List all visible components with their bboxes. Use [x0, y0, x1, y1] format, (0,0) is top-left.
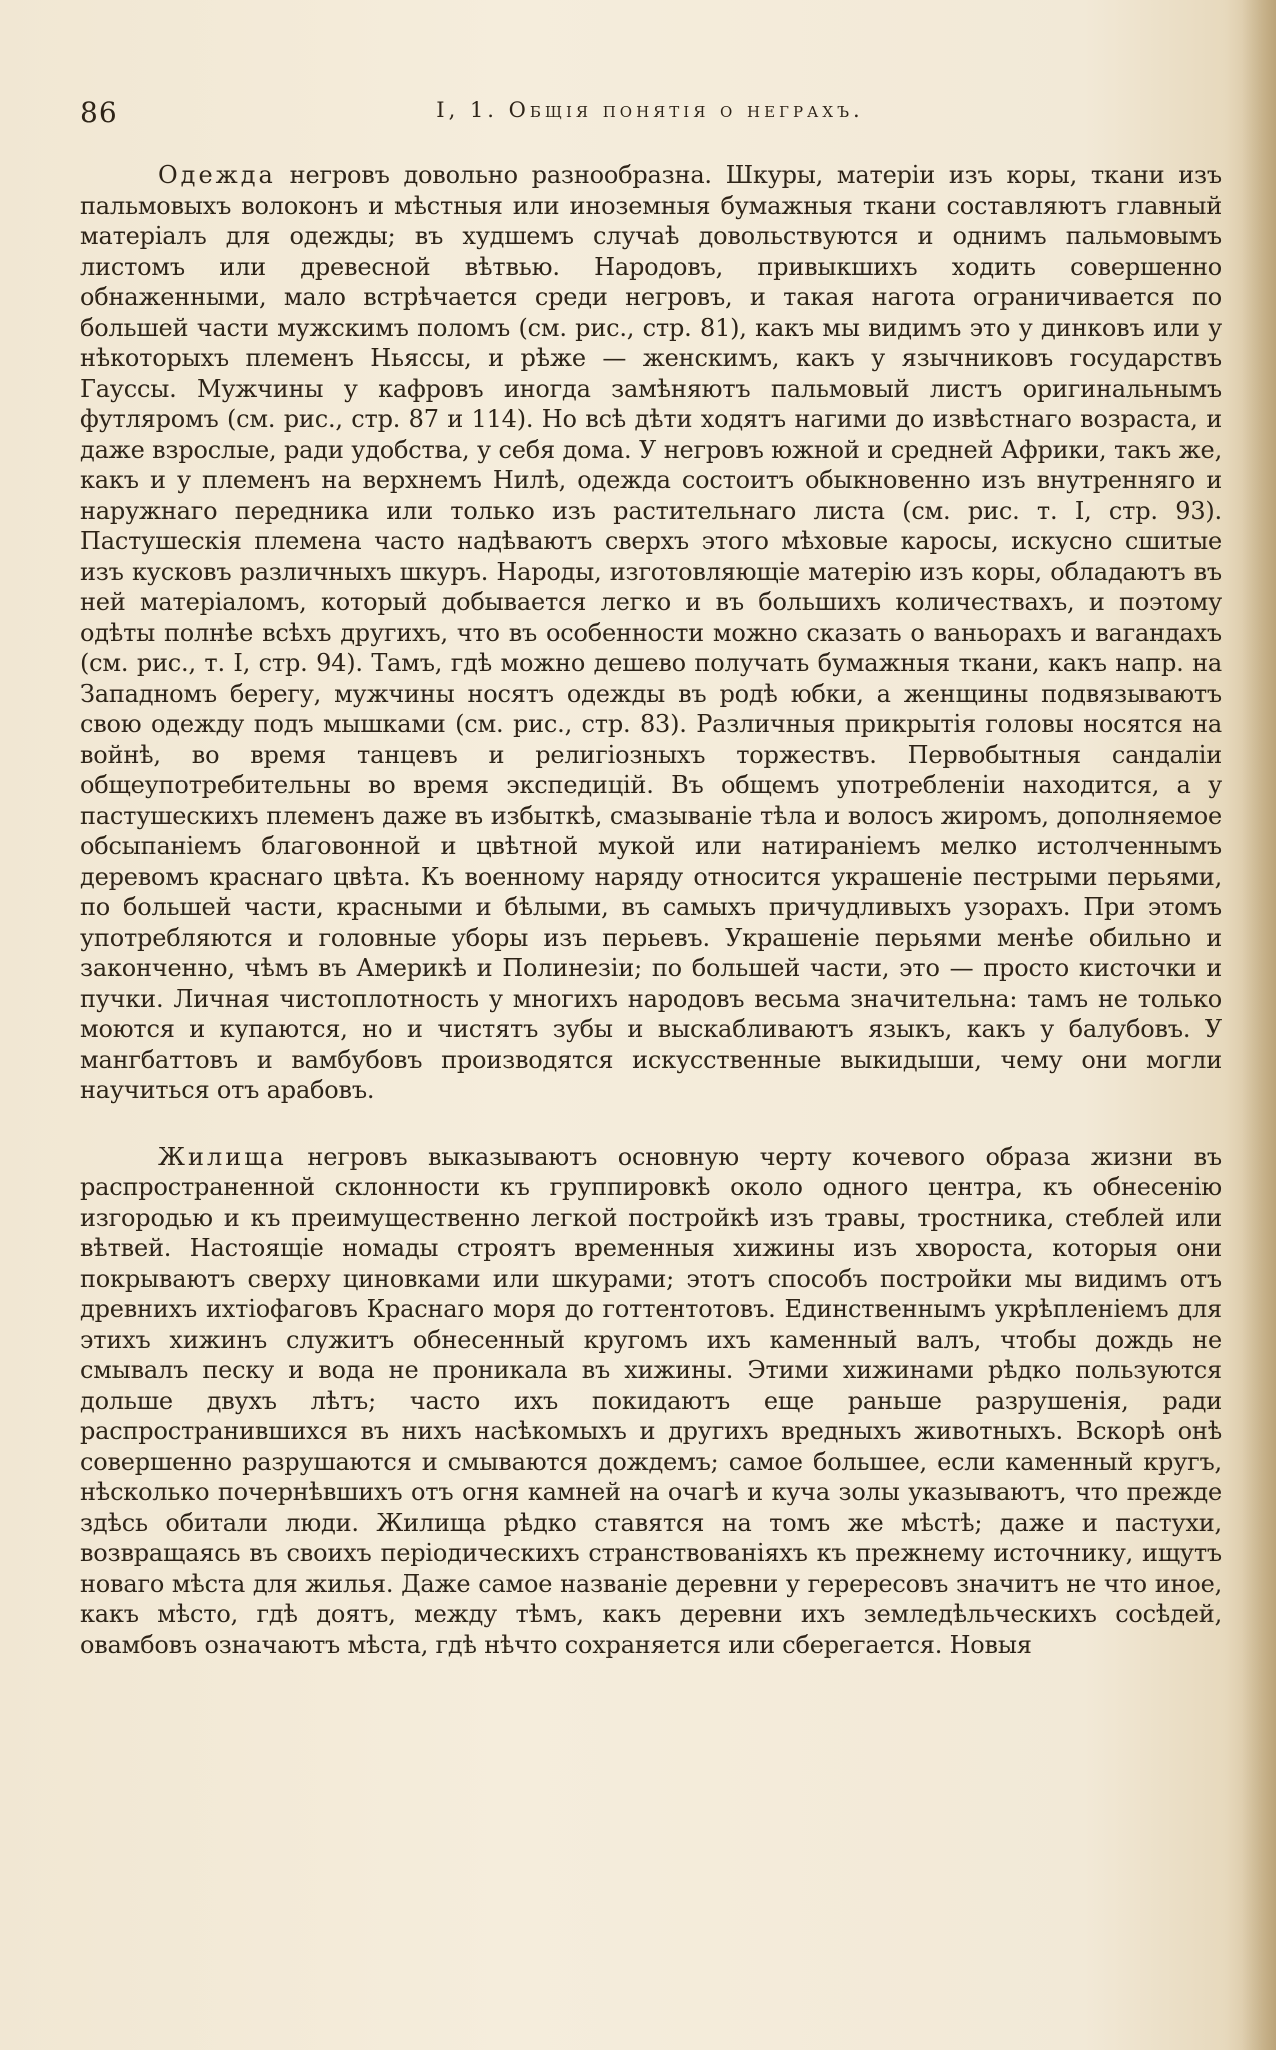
- paragraph-dwellings: [80, 1142, 1222, 1661]
- page-edge-shadow: [1242, 0, 1276, 2050]
- paragraph-lead-word: Одежда: [158, 161, 276, 189]
- paragraph-lead-word: Жилища: [158, 1142, 287, 1171]
- page-header: [80, 96, 1220, 136]
- body-text: [80, 160, 1222, 1660]
- page-number: 86: [80, 96, 118, 129]
- running-title: I, 1. Общія понятія о неграхъ.: [436, 98, 864, 122]
- paragraph-text: негровъ выказываютъ основную черту кочевого образа жизни въ распространенной склонности къ группировкѣ около одного центра, къ обнесенію изгородью и къ преимущественно легкой постройкѣ изъ травы, тростника, стеблей или вѣтвей. Настоящіе номады строятъ временныя хижины изъ хвороста, которыя они покрываютъ сверху циновками или шкурами; этотъ способъ постройки мы видимъ отъ древнихъ ихтіофаговъ Краснаго моря до готтентотовъ. Единственнымъ укрѣпленіемъ для этихъ хижинъ служитъ обнесенный кругомъ ихъ каменный валъ, чтобы дождь не смывалъ песку и вода не проникала въ хижины. Этими хижинами рѣдко пользуются дольше двухъ лѣтъ; часто ихъ покидаютъ еще раньше разрушенія, ради распространившихся въ нихъ насѣкомыхъ и другихъ вредныхъ животныхъ. Вскорѣ онѣ совершенно разрушаются и смываются дождемъ; самое большее, если каменный кругъ, нѣсколько почернѣвшихъ отъ огня камней на очагѣ и куча золы указываютъ, что прежде здѣсь обитали люди. Жилища рѣдко ставятся на томъ же мѣстѣ; даже и пастухи, возвращаясь въ своихъ періодическихъ странствованіяхъ къ прежнему источнику, ищутъ новаго мѣста для жилья. Даже самое названіе деревни у герересовъ значитъ не что иное, какъ мѣсто, гдѣ доятъ, между тѣмъ, какъ деревни ихъ земледѣльческихъ сосѣдей, овамбовъ означаютъ мѣста, гдѣ нѣчто сохраняется или сберегается. Новыя: [80, 1142, 1222, 1659]
- paragraph-text: негровъ довольно разнообразна. Шкуры, матеріи изъ коры, ткани изъ пальмовыхъ волоконъ и мѣстныя или иноземныя бумажныя ткани составляютъ главный матеріалъ для одежды; въ худшемъ случаѣ довольствуются и однимъ пальмовымъ листомъ или древесной вѣтвью. Народовъ, привыкшихъ ходить совершенно обнаженными, мало встрѣчается среди негровъ, и такая нагота ограничивается по большей части мужскимъ поломъ (см. рис., стр. 81), какъ мы видимъ это у динковъ или у нѣкоторыхъ племенъ Ньяссы, и рѣже — женскимъ, какъ у язычниковъ государствъ Гауссы. Мужчины у кафровъ иногда замѣняютъ пальмовый листъ оригинальнымъ футляромъ (см. рис., стр. 87 и 114). Но всѣ дѣти ходятъ нагими до извѣстнаго возраста, и даже взрослые, ради удобства, у себя дома. У негровъ южной и средней Африки, такъ же, какъ и у племенъ на верхнемъ Нилѣ, одежда состоитъ обыкновенно изъ внутренняго и наружнаго передника или только изъ растительнаго листа (см. рис. т. I, стр. 93). Пастушескія племена часто надѣваютъ сверхъ этого мѣховые каросы, искусно сшитые изъ кусковъ различныхъ шкуръ. Народы, изготовляющіе матерію изъ коры, обладаютъ въ ней матеріаломъ, который добывается легко и въ большихъ количествахъ, и поэтому одѣты полнѣе всѣхъ другихъ, что въ особенности можно сказать о ваньорахъ и вагандахъ (см. рис., т. I, стр. 94). Тамъ, гдѣ можно дешево получать бумажныя ткани, какъ напр. на Западномъ берегу, мужчины носятъ одежды въ родѣ юбки, а женщины подвязываютъ свою одежду подъ мышками (см. рис., стр. 83). Различныя прикрытія головы носятся на войнѣ, во время танцевъ и религіозныхъ торжествъ. Первобытныя сандаліи общеупотребительны во время экспедицій. Въ общемъ употребленіи находится, а у пастушескихъ племенъ даже въ избыткѣ, смазываніе тѣла и волосъ жиромъ, дополняемое обсыпаніемъ благовонной и цвѣтной мукой или натираніемъ мелко истолченнымъ деревомъ краснаго цвѣта. Къ военному наряду относится украшеніе пестрыми перьями, по большей части, красными и бѣлыми, въ самыхъ причудливыхъ узорахъ. При этомъ употребляются и головные уборы изъ перьевъ. Украшеніе перьями менѣе обильно и законченно, чѣмъ въ Америкѣ и Полинезіи; по большей части, это — просто кисточки и пучки. Личная чистоплотность у многихъ народовъ весьма значительна: тамъ не только моются и купаются, но и чистятъ зубы и выскабливаютъ языкъ, какъ у балубовъ. У мангбаттовъ и вамбубовъ производятся искусственные выкидыши, чему они могли научиться отъ арабовъ.: [80, 161, 1222, 1104]
- paragraph-clothing: [80, 160, 1222, 1106]
